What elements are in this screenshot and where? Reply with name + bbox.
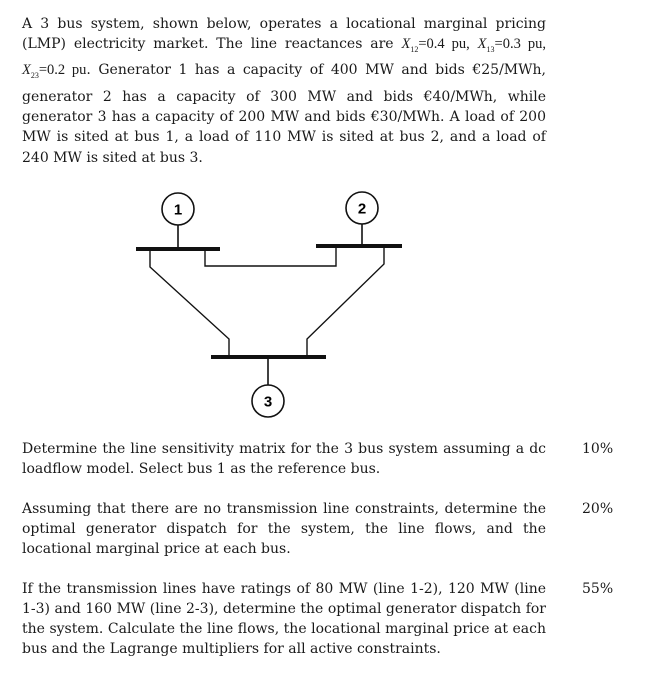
bus-3-bar	[211, 355, 326, 359]
bus-3-node	[252, 359, 284, 417]
x13-expression: $X_{13}=0.3$ pu,	[477, 36, 547, 55]
bus-1-bar	[136, 247, 220, 251]
intro-text-1: A 3 bus system, shown below, operates a locational marginal pricing (LMP) electricity market. The line reactances are	[22, 16, 546, 53]
line-2-3	[307, 248, 384, 355]
question-2-text: Assuming that there are no transmission line constraints, determine the optimal generator dispatch for the system, the line flows, and the locational marginal price at each bus.	[22, 501, 546, 557]
question-1-text: Determine the line sensitivity matrix for the 3 bus system assuming a dc loadflow model. Select bus 1 as the reference bus.	[22, 441, 546, 477]
question-3-weight: 55%	[582, 581, 614, 597]
bus-2-node	[346, 192, 378, 245]
intro-text-2: . Generator 1 has a capacity of 400 MW and bids €25/MWh, generator 2 has a capacity of 300 MW and bids €40/MWh, while generator 3 has a capacity of 200 MW and bids €30/MWh. A load of 200 MW is sited at bus 1, a load of 110 MW is sited at bus 2, and a load of 240 MW is sited at bus 3.	[22, 62, 546, 166]
question-1-weight: 10%	[582, 441, 614, 457]
bus-1-node	[162, 193, 194, 248]
question-3-text: If the transmission lines have ratings of 80 MW (line 1-2), 120 MW (line 1-3) and 160 MW (line 2-3), determine the optimal generator dispatch for the system. Calculate the line flows, the locational marginal price at each bus and the Lagrange multipliers for all active constraints.	[22, 581, 546, 657]
x12-expression: $X_{12}=0.4$ pu,	[401, 36, 470, 55]
bus-2-label: 2	[357, 200, 367, 218]
problem-statement	[22, 14, 546, 168]
bus-2-bar	[316, 244, 402, 248]
bus-3-label: 3	[263, 393, 273, 411]
three-bus-diagram	[0, 180, 657, 420]
bus-1-label: 1	[173, 201, 183, 219]
line-1-2	[205, 248, 336, 266]
question-2-weight: 20%	[582, 501, 614, 517]
x23-expression: $X_{23}=0.2$ pu	[22, 62, 87, 81]
